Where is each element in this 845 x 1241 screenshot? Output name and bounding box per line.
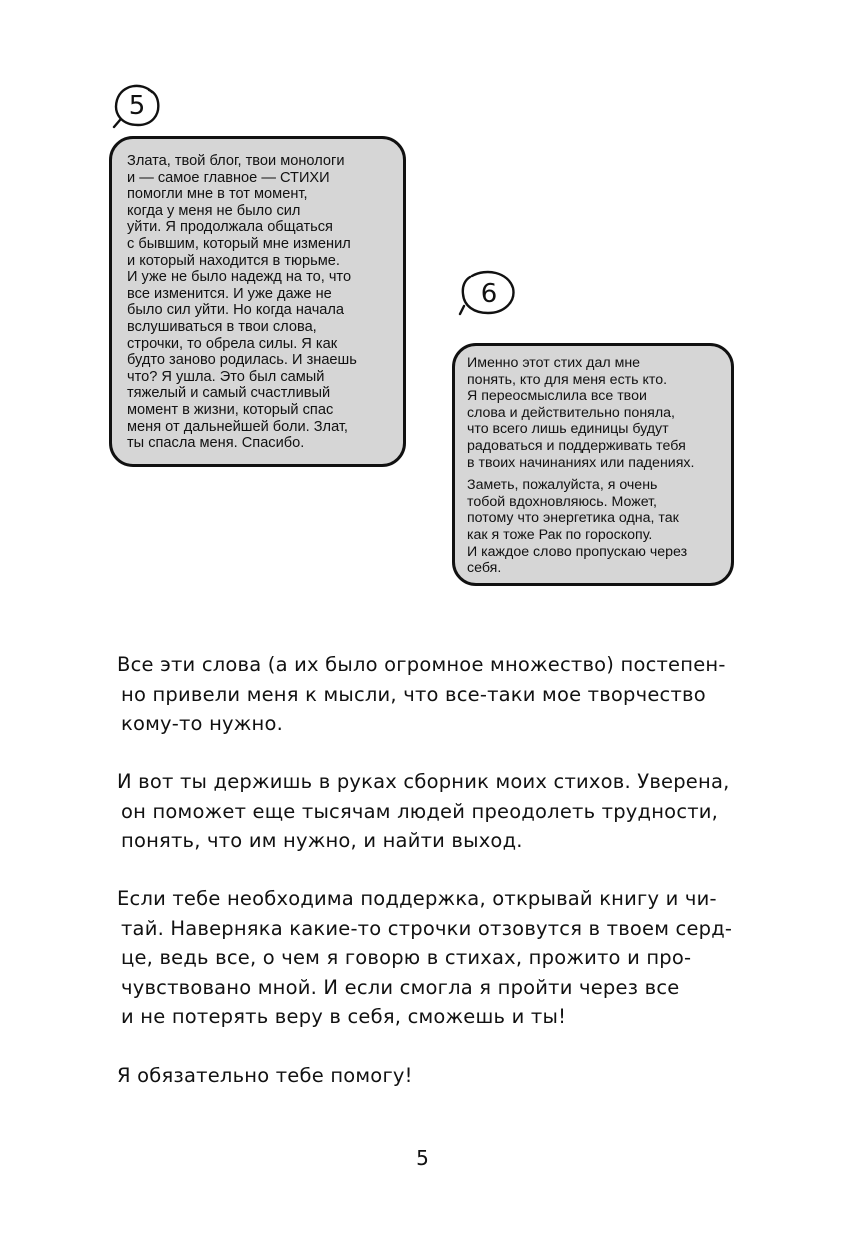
- bubble-line: себя.: [467, 560, 502, 577]
- bubble-line: все изменится. И уже даже не: [127, 285, 332, 302]
- bubble-line: в твоих начинаниях или падениях.: [467, 454, 695, 471]
- marker-number: 6: [480, 279, 498, 309]
- paragraph-line: це, ведь все, о чем я говорю в стихах, прожито и про-: [121, 946, 692, 970]
- paragraph-line: понять, что им нужно, и найти выход.: [121, 829, 523, 853]
- bubble-line: как я тоже Рак по гороскопу.: [467, 526, 653, 543]
- bubble-line: с бывшим, который мне изменил: [127, 235, 351, 252]
- hand-drawn-circle-icon: [458, 268, 518, 320]
- body-paragraph-4: [117, 1061, 807, 1091]
- paragraph-line: но привели меня к мысли, что все-таки мое творчество: [121, 682, 706, 706]
- circled-number-6: [458, 268, 518, 320]
- speech-bubble-5: [109, 136, 406, 467]
- bubble-line: Заметь, пожалуйста, я очень: [467, 477, 658, 494]
- paragraph-line: чувствовано мной. И если смогла я пройти через все: [121, 975, 680, 999]
- hand-drawn-circle-icon: [112, 80, 164, 132]
- bubble-line: и — самое главное — СТИХИ: [127, 169, 330, 186]
- marker-number: 5: [128, 91, 146, 121]
- bubble-line: помогли мне в тот момент,: [127, 186, 308, 203]
- paragraph-line: тай. Наверняка какие-то строчки отзовутся в твоем серд-: [121, 916, 733, 940]
- bubble-line: и который находится в тюрьме.: [127, 252, 340, 269]
- paragraph-line: И вот ты держишь в руках сборник моих стихов. Уверена,: [117, 770, 730, 793]
- bubble-line: понять, кто для меня есть кто.: [467, 371, 668, 388]
- bubble-line: что всего лишь единицы будут: [467, 421, 669, 438]
- bubble-line: было сил уйти. Но когда начала: [127, 302, 345, 319]
- bubble-line: И каждое слово пропускаю через: [467, 543, 688, 560]
- bubble-paragraph: [467, 355, 731, 471]
- bubble-line: слова и действительно поняла,: [467, 404, 675, 421]
- bubble-line: момент в жизни, который спас: [127, 401, 334, 418]
- bubble-line: вслушиваться в твои слова,: [127, 318, 317, 335]
- bubble-line: тяжелый и самый счастливый: [127, 385, 331, 402]
- paragraph-line: Все эти слова (а их было огромное множество) постепен-: [117, 653, 726, 676]
- bubble-line: Я переосмыслила все твои: [467, 388, 647, 405]
- body-paragraph-2: [117, 767, 807, 856]
- bubble-line: будто заново родилась. И знаешь: [127, 352, 357, 369]
- bubble-line: потому что энергетика одна, так: [467, 510, 679, 527]
- bubble-line: И уже не было надежд на то, что: [127, 269, 352, 286]
- page-number: 5: [416, 1146, 429, 1170]
- body-paragraph-1: [117, 650, 807, 739]
- bubble-line: меня от дальнейшей боли. Злат,: [127, 418, 348, 435]
- circled-number-5: [112, 80, 164, 132]
- bubble-line: радоваться и поддерживать тебя: [467, 437, 686, 454]
- paragraph-line: и не потерять веру в себя, сможешь и ты!: [121, 1005, 567, 1029]
- bubble-line: Злата, твой блог, твои монологи: [127, 153, 345, 169]
- bubble-paragraph: [467, 477, 731, 577]
- bubble-line: что? Я ушла. Это был самый: [127, 368, 325, 385]
- body-paragraph-3: [117, 884, 807, 1032]
- paragraph-line: Если тебе необходима поддержка, открывай книгу и чи-: [117, 887, 717, 910]
- paragraph-line: Я обязательно тебе помогу!: [117, 1064, 413, 1087]
- bubble-line: когда у меня не было сил: [127, 202, 301, 219]
- bubble-line: уйти. Я продолжала общаться: [127, 219, 333, 236]
- bubble-line: ты спасла меня. Спасибо.: [127, 435, 305, 452]
- paragraph-line: кому-то нужно.: [121, 712, 284, 736]
- bubble-line: Именно этот стих дал мне: [467, 355, 641, 371]
- bubble-line: строчки, то обрела силы. Я как: [127, 335, 338, 352]
- bubble-line: тобой вдохновляюсь. Может,: [467, 493, 657, 510]
- paragraph-line: он поможет еще тысячам людей преодолеть трудности,: [121, 799, 719, 823]
- speech-bubble-6: [452, 343, 734, 586]
